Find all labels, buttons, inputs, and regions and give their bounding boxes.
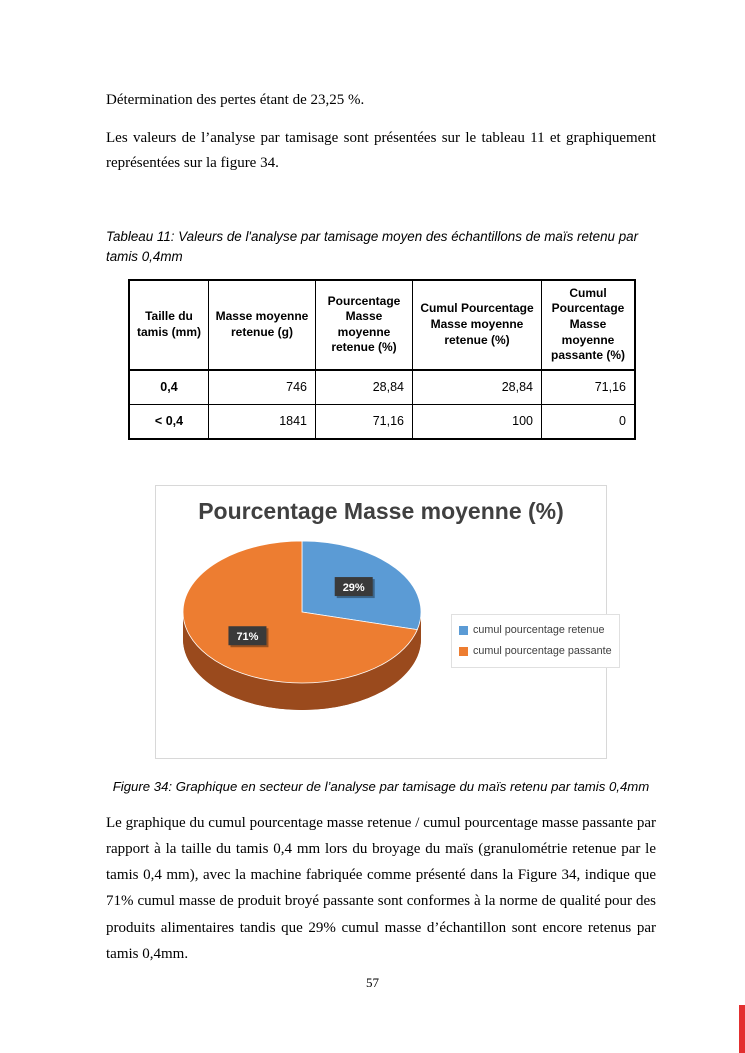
legend-item <box>459 641 612 662</box>
legend-swatch <box>459 647 468 656</box>
column-header: Masse moyenne retenue (g) <box>209 280 316 370</box>
chart-title: Pourcentage Masse moyenne (%) <box>198 497 564 524</box>
legend-label: cumul pourcentage passante <box>473 645 612 658</box>
page-number: 57 <box>366 975 379 990</box>
table-cell: 0,4 <box>129 370 209 405</box>
chart-legend <box>451 614 620 668</box>
table-cell: 28,84 <box>413 370 542 405</box>
column-header: Cumul Pourcentage Masse moyenne retenue (%) <box>413 280 542 370</box>
table-cell: 0 <box>542 404 636 439</box>
column-header: Taille du tamis (mm) <box>129 280 209 370</box>
table-cell: 71,16 <box>316 404 413 439</box>
paragraph-intro: Les valeurs de l’analyse par tamisage sont présentées sur le tableau 11 et graphiquement représentées sur la figure 34. <box>106 129 656 171</box>
legend-label: cumul pourcentage retenue <box>473 624 605 637</box>
pie-label-text: 29% <box>342 581 365 594</box>
table-header <box>129 280 635 370</box>
table-cell: < 0,4 <box>129 404 209 439</box>
table-row <box>129 370 635 405</box>
table-cell: 100 <box>413 404 542 439</box>
table-cell: 1841 <box>209 404 316 439</box>
table-cell: 746 <box>209 370 316 405</box>
pie-label-text: 71% <box>236 630 259 643</box>
paragraph-analysis: Le graphique du cumul pourcentage masse retenue / cumul pourcentage masse passante par rapport à la taille du tamis 0,4 mm lors du broyage du maïs (granulométrie retenue par le tamis 0,4 mm), avec la machine fabriquée comme présenté dans la Figure 34, indique que 71% cumul masse de produit broyé passante sont conformes à la norme de qualité pour des produits alimentaires tandis que 29% cumul masse d’échantillon sont encore retenus par tamis 0,4mm. <box>106 814 656 962</box>
table-caption: Tableau 11: Valeurs de l'analyse par tamisage moyen des échantillons de maïs retenu par tamis 0,4mm <box>106 228 639 264</box>
column-header: Pourcentage Masse moyenne retenue (%) <box>316 280 413 370</box>
table-cell: 28,84 <box>316 370 413 405</box>
table-cell: 71,16 <box>542 370 636 405</box>
table-tableau-11 <box>128 279 636 440</box>
paragraph-pertes: Détermination des pertes étant de 23,25 %. <box>106 92 365 108</box>
column-header: Cumul Pourcentage Masse moyenne passante (%) <box>542 280 636 370</box>
legend-item <box>459 620 612 641</box>
table-row <box>129 404 635 439</box>
figure-caption: Figure 34: Graphique en secteur de l’analyse par tamisage du maïs retenu par tamis 0,4mm <box>112 778 650 794</box>
red-edge-mark <box>739 1005 745 1053</box>
legend-swatch <box>459 626 468 635</box>
pie-chart-figure <box>155 485 612 759</box>
